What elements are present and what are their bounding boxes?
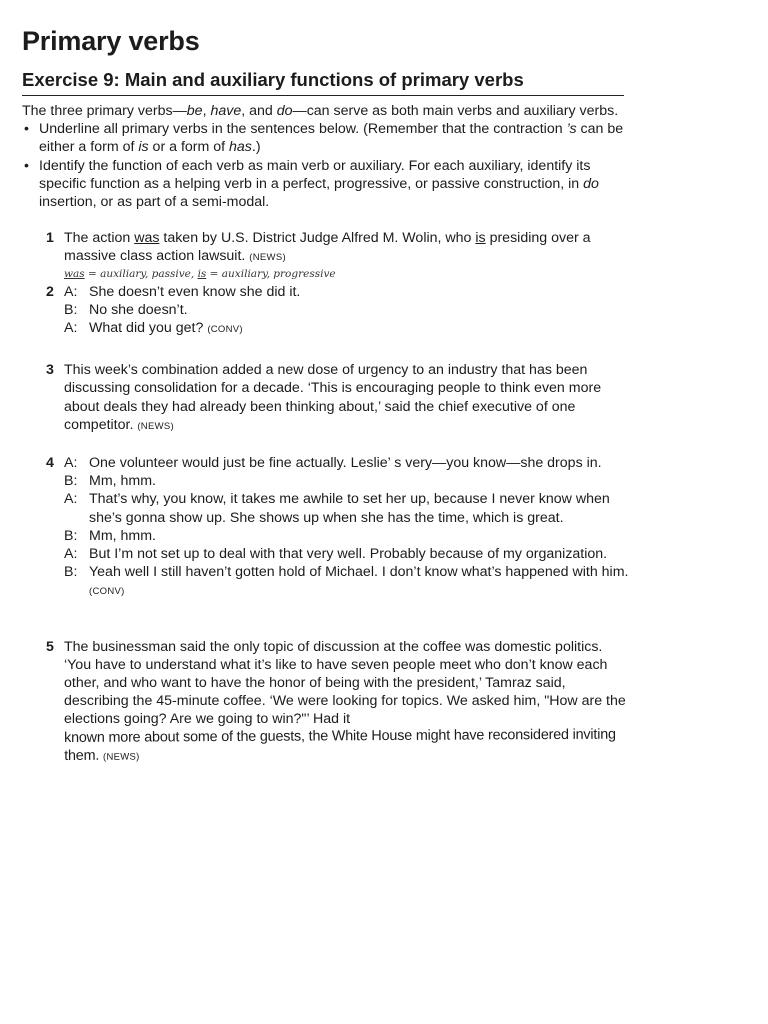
answer-term: was [64, 267, 85, 280]
item-number: 5 [46, 638, 54, 655]
source-label: (NEWS) [137, 420, 174, 432]
dialogue-line [64, 563, 632, 601]
speaker-label: A: [64, 546, 78, 563]
answer-term: is [197, 267, 207, 280]
source-label: (NEWS) [249, 252, 286, 264]
intro-term-have: have [210, 103, 242, 119]
answer-text: = auxiliary, passive, [84, 267, 198, 280]
instruction-text: can be either a form of [39, 121, 624, 156]
intro-text: , and [241, 103, 277, 119]
instruction-term: do [583, 175, 599, 192]
speaker-label: B: [64, 527, 78, 544]
instructions [22, 102, 632, 211]
source-label: (CONV) [89, 586, 125, 598]
exercise-item-4 [22, 454, 632, 602]
item-number: 3 [46, 362, 54, 379]
instruction-text: Identify the function of each verb as main verb or auxiliary. For each auxiliary, identify its specific function as a helping verb in a perfect, progressive, or passive construction, in [39, 157, 591, 192]
instruction-text: or a form of [148, 139, 230, 156]
dialogue-line [64, 283, 632, 301]
dialogue-line [64, 490, 632, 526]
instruction-list [22, 120, 632, 211]
source-label: (NEWS) [102, 751, 140, 763]
intro-term-be: be [186, 103, 203, 119]
instruction-term: is [138, 139, 149, 156]
dialogue-text: Yeah well I still haven’t gotten hold of Michael. I don’t know what’s happened with him. [89, 564, 629, 581]
instruction-term: ’s [566, 121, 577, 138]
item-text: The businessman said the only topic of discussion at the coffee was domestic politics. ‘You have to understand what it’s like to have seven people meet who don’t know each other, and who want to have the honor of being with the president,’ Tamraz said, describing the 45-minute coffee. ‘We were looking for topics. We asked him, "How are the elections going? Are we going to win?"’ Had it [64, 638, 626, 728]
dialogue-line [64, 545, 632, 563]
dialogue-text: That’s why, you know, it takes me awhile to set her up, because I never know when she’s gonna show up. She shows up when she has the time, which is great. [89, 491, 610, 526]
dialogue-text: Mm, hmm. [89, 473, 156, 490]
source-label: (CONV) [207, 324, 243, 336]
speaker-label: B: [64, 564, 78, 581]
dialogue-text: No she doesn’t. [89, 301, 188, 318]
dialogue-line [64, 301, 632, 319]
dialogue-line [64, 472, 632, 490]
speaker-label: A: [64, 491, 78, 508]
speaker-label: A: [64, 320, 78, 337]
page-title: Primary verbs [22, 26, 200, 56]
instruction-underline [22, 120, 632, 156]
instruction-term: has [229, 139, 252, 156]
dialogue-text: But I’m not set up to deal with that very well. Probably because of my organization. [89, 546, 608, 563]
exercise-item-3 [22, 361, 632, 436]
dialogue-text: She doesn’t even know she did it. [89, 283, 301, 300]
underlined-verb: was [134, 230, 160, 247]
item-text: known more about some of the guests, the White House might have reconsidered inviting them. [64, 726, 616, 764]
item-text: The action [64, 230, 135, 247]
instruction-text: Underline all primary verbs in the sentences below. (Remember that the contraction [39, 121, 567, 138]
speaker-label: B: [64, 473, 78, 490]
instruction-identify [22, 157, 632, 212]
intro-term-do: do [276, 103, 293, 119]
dialogue-text: Mm, hmm. [89, 527, 156, 544]
dialogue-text: What did you get? [89, 320, 208, 337]
exercise-item-5 [22, 638, 632, 767]
instruction-text: insertion, or as part of a semi-modal. [39, 194, 270, 211]
underlined-verb: is [475, 230, 486, 247]
item-text: This week’s combination added a new dose of urgency to an industry that has been discussing consolidation for a decade. ‘This is encouraging people to think even more about deals they had already been thinking about,’ said the chief executive of one competitor. [64, 362, 602, 433]
dialogue-line [64, 319, 632, 339]
intro-paragraph [22, 102, 632, 120]
dialogue-line [64, 454, 632, 472]
example-answer [64, 268, 632, 281]
instruction-text: .) [251, 139, 261, 156]
speaker-label: B: [64, 301, 78, 318]
exercise-item-2 [22, 283, 632, 340]
worksheet-page [22, 24, 632, 767]
exercise-items [22, 229, 632, 767]
exercise-item-1 [22, 229, 632, 280]
intro-text: The three primary verbs— [22, 103, 187, 119]
intro-text: , [202, 103, 211, 119]
item-number: 4 [46, 455, 54, 472]
item-number: 1 [46, 230, 54, 247]
speaker-label: A: [64, 455, 78, 472]
dialogue-line [64, 527, 632, 545]
item-text: presiding over a massive class action lawsuit. [64, 230, 591, 265]
answer-text: = auxiliary, progressive [206, 267, 336, 280]
intro-text: —can serve as both main verbs and auxiliary verbs. [292, 103, 619, 119]
item-text: taken by U.S. District Judge Alfred M. Wolin, who [159, 230, 476, 247]
dialogue-text: One volunteer would just be fine actually. Leslie’ s very—you know—she drops in. [89, 455, 602, 472]
exercise-title: Exercise 9: Main and auxiliary functions of primary verbs [22, 68, 624, 96]
scanned-continuation [64, 725, 632, 767]
speaker-label: A: [64, 283, 78, 300]
item-number: 2 [46, 283, 54, 300]
